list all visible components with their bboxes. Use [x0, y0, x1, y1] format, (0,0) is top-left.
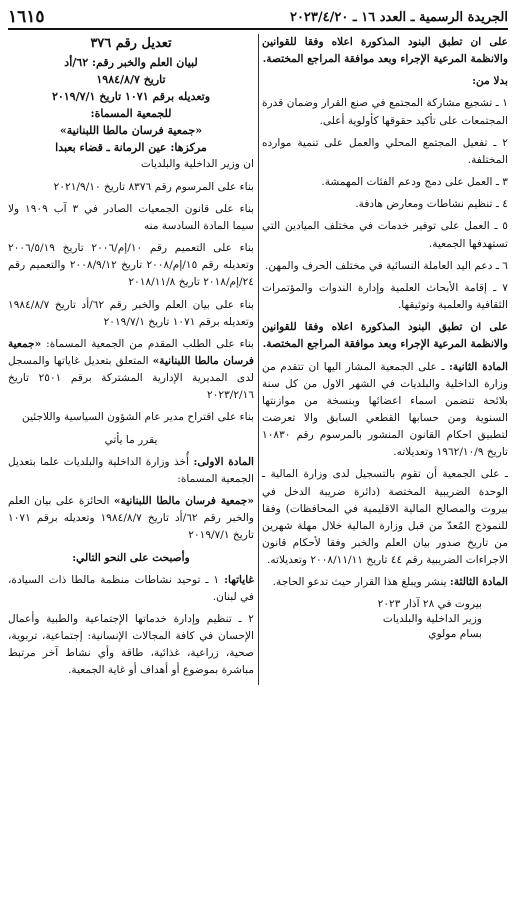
- article-1-association-name: «جمعية فرسان مالطا اللبنانية»: [113, 495, 255, 508]
- article-1-label: المادة الاولى:: [193, 455, 254, 468]
- article-3-label: المادة الثالثة:: [449, 576, 508, 589]
- list-item: ٤ ـ تنظيم نشاطات ومعارض هادفة.: [355, 198, 508, 211]
- decides-heading: يقرر ما يأتي: [104, 433, 158, 446]
- title-line: للجمعية المسماة:: [90, 107, 172, 121]
- preamble-item: بناء على المرسوم رقم ٨٣٧٦ تاريخ ٢٠٢١/٩/١٠: [53, 180, 254, 193]
- list-item: ٣ ـ العمل على دمج ودعم الفئات المهمشة.: [321, 176, 508, 189]
- page-header: [8, 6, 508, 30]
- article-2-label: المادة الثانية:: [449, 360, 508, 373]
- request-prefix: بناء على الطلب المقدم من الجمعية المسماة:: [46, 337, 254, 350]
- signature-title: وزير الداخلية والبلديات: [382, 612, 482, 625]
- list-item: ٦ ـ دعم اليد العاملة النسائية في مختلف الحرف والمهن.: [264, 259, 508, 272]
- replace-label: بدلا من:: [472, 75, 508, 88]
- goals-first: [8, 572, 254, 606]
- goal-item: ١ ـ توحيد نشاطات منظمة مالطا ذات السيادة، في لبنان.: [8, 573, 254, 603]
- request-paragraph: [8, 336, 254, 405]
- became-heading: وأصبحت على النحو التالي:: [72, 551, 190, 564]
- title-line: تاريخ ١٩٨٤/٨/٧: [96, 73, 166, 87]
- article-1-detail: [8, 493, 254, 544]
- article-1-suffix: الحائزة على بيان العلم والخبر رقم ٦٢/أد تاريخ ١٩٨٤/٨/٧ وتعديله برقم ١٠٧١ تاريخ ٢٠١٩/٧/١: [8, 495, 254, 542]
- article-3: [262, 574, 508, 591]
- article-3-text: ينشر ويبلغ هذا القرار حيث تدعو الحاجة.: [272, 576, 450, 589]
- two-column-body: [8, 34, 508, 685]
- minister-line: ان وزير الداخلية والبلديات: [140, 158, 254, 171]
- preamble-item: بناء على بيان العلم والخبر رقم ٦٢/أد تاريخ ١٩٨٤/٨/٧ وتعديله برقم ١٠٧١ تاريخ ٢٠١٩/٧/١: [8, 298, 255, 328]
- preamble-item: بناء على قانون الجمعيات الصادر في ٣ آب ١٩٠٩ ولا سيما المادة السادسة منه: [8, 202, 254, 232]
- request-suffix: المتعلق بتعديل غاياتها والمسجل لدى المديرية الإدارية المشتركة برقم ٢٥٠١ تاريخ ٢٠٢٣/٢/١٦: [8, 354, 254, 402]
- title-line: وتعديله برقم ١٠٧١ تاريخ ٢٠١٩/٧/١: [51, 90, 211, 104]
- signature-place-date: بيروت في ٢٨ آذار ٢٠٢٣: [377, 597, 482, 610]
- article-1-text: أُخذ وزارة الداخلية والبلديات علما بتعديل الجمعية المسماة:: [8, 455, 254, 485]
- right-column: [262, 34, 508, 685]
- signature-name: بسام مولوي: [428, 628, 482, 641]
- amendment-number: تعديل رقم ٣٧٦: [90, 36, 172, 51]
- intro-paragraph: على ان تطبق البنود المذكورة اعلاه وفقا للقوانين والانظمة المرعية الإجراء وبعد موافقة المراجع المختصة.: [262, 36, 508, 66]
- goal-item: ٢ ـ تنظيم وإدارة خدماتها الإجتماعية والطبية وأعمال الإحسان في كافة المجالات الإنسانية: إجتماعية، تربوية، صحية، زراعية، غذائية، طاقة وأي نشاط آخر مرتبط مباشرة بموضوع أو أهداف أو غاية الجمعية.: [8, 613, 254, 677]
- association-name: «جمعية فرسان مالطا اللبنانية»: [59, 124, 203, 138]
- left-column: [8, 34, 254, 685]
- intro-paragraph-2: على ان تطبق البنود المذكورة اعلاه وفقا للقوانين والانظمة المرعية الإجراء وبعد موافقة المراجع المختصة.: [262, 321, 508, 351]
- list-item: ١ ـ تشجيع مشاركة المجتمع في صنع القرار وضمان قدرة المجتمعات على تأكيد حقوقها كأولوية أعلى.: [262, 97, 508, 127]
- request-association-name: «جمعية فرسان مالطا اللبنانية»: [8, 337, 254, 367]
- gazette-issue-title: الجريدة الرسمية ـ العدد ١٦ ـ ٢٠٢٣/٤/٢٠: [289, 9, 508, 25]
- column-divider: [258, 34, 259, 685]
- list-item: ٧ ـ إقامة الأبحاث العلمية وإدارة الندوات والمؤتمرات الثقافية والعلمية وتوثيقها.: [262, 281, 508, 312]
- proposal-paragraph: بناء على اقتراح مدير عام الشؤون السياسية واللاجئين: [22, 411, 254, 424]
- list-item: ٥ ـ العمل على توفير خدمات في مختلف الميادين التي تستهدفها الجمعية.: [262, 220, 508, 250]
- preamble-item: بناء على التعميم رقم ١٠/إم/٢٠٠٦ تاريخ ٢٠٠٦/٥/١٩ وتعديله رقم ١٥/إم/٢٠٠٨ تاريخ ٢٠٠٨/٩/١٢ والتعميم رقم ٢٤/إم/٢٠١٨ تاريخ ٢٠١٨/١١/٨: [8, 242, 254, 289]
- list-item: ٢ ـ تفعيل المجتمع المحلي والعمل على تنمية موارده المختلفة.: [262, 136, 508, 166]
- association-location: مركزها: عين الرمانة ـ قضاء بعبدا: [55, 141, 207, 155]
- title-line: لبيان العلم والخبر رقم: ٦٢/أد: [64, 56, 198, 70]
- article-2-tax: ـ على الجمعية أن تقوم بالتسجيل لدى وزارة المالية ـ الوحدة الضريبية المختصة (دائرة ضريبة الدخل في بيروت والمصالح المالية الاقليمية في المحافظات) وفقا للنموذج المُعدّ من قبل وزارة المالية خلال مهلة شهرين من تاريخ صدور بيان العلم والخبر وفقا لأحكام قانون الاجراءات الضريبية رقم ٤٤ تاريخ ٢٠٠٨/١١/١١ وتعديلاته.: [262, 468, 508, 567]
- signature-block: [262, 597, 508, 643]
- article-2-text: ـ على الجمعية المشار اليها ان تتقدم من وزارة الداخلية والبلديات في الشهر الاول من كل سنة بلائحة تتضمن اسماء اعضائها وبنسخة من موازنتها السنوية ومن حسابها القطعي السابق والا تعرضت لتطبيق احكام القانون المنشور بالمرسوم رقم ١٠٨٣٠ تاريخ ١٩٦٢/١٠/٩ وتعديلاته.: [262, 360, 508, 459]
- article-2: [262, 359, 508, 462]
- goals-label: غاياتها:: [224, 573, 254, 586]
- page-number: ١٦١٥: [8, 7, 45, 27]
- decision-title-block: [8, 34, 254, 156]
- article-1: [8, 454, 254, 488]
